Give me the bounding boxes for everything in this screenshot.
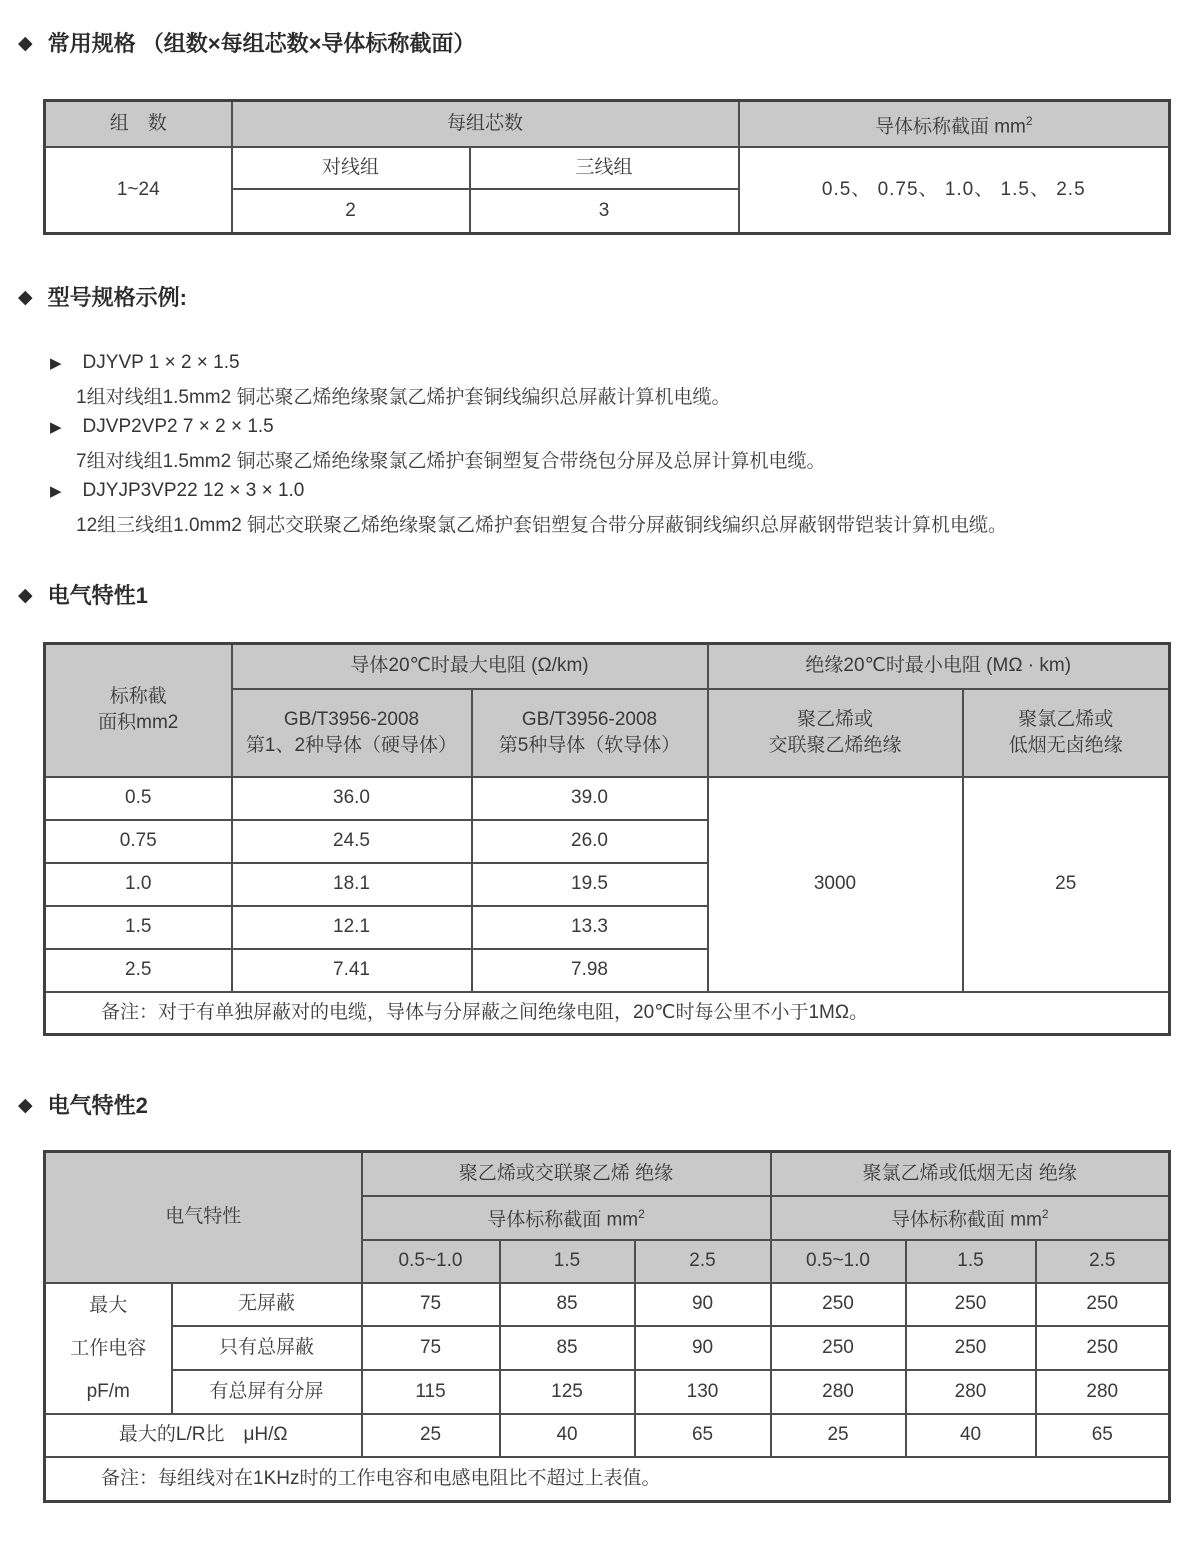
cell-soft-resistance: 13.3	[472, 906, 708, 949]
triangle-bullet-icon: ▶	[50, 483, 62, 500]
header-pvc-lszh-insulation: 聚氯乙烯或 低烟无卤绝缘	[963, 689, 1170, 777]
cell-value: 40	[906, 1414, 1036, 1457]
cell-value: 250	[906, 1326, 1036, 1370]
diamond-bullet-icon: ◆	[18, 33, 33, 54]
header-gb-hard-conductor: GB/T3956-2008 第1、2种导体（硬导体）	[232, 689, 472, 777]
header-size: 0.5~1.0	[362, 1240, 500, 1283]
table-note-electrical-1: 备注：对于有单独屏蔽对的电缆，导体与分屏蔽之间绝缘电阻，20℃时每公里不小于1MΩ。	[45, 992, 1170, 1035]
cell-group-count-value: 1~24	[45, 147, 232, 234]
datasheet-page	[0, 31, 1200, 1503]
cell-row-label: 有总屏有分屏	[172, 1370, 362, 1414]
header-size: 2.5	[635, 1240, 771, 1283]
cell-size: 2.5	[45, 949, 232, 992]
cell-soft-resistance: 7.98	[472, 949, 708, 992]
cell-value: 130	[635, 1370, 771, 1414]
cell-value: 250	[771, 1283, 906, 1327]
cell-size: 1.5	[45, 906, 232, 949]
cell-size: 0.5	[45, 777, 232, 820]
cell-value: 25	[362, 1414, 500, 1457]
cell-soft-resistance: 26.0	[472, 820, 708, 863]
section-heading-common-specs	[0, 31, 1200, 57]
cell-row-label: 只有总屏蔽	[172, 1326, 362, 1370]
example-model-1-description: 1组对线组1.5mm2 铜芯聚乙烯绝缘聚氯乙烯护套铜线编织总屏蔽计算机电缆。	[76, 386, 731, 408]
example-model-3-description: 12组三线组1.0mm2 铜芯交联聚乙烯绝缘聚氯乙烯护套铝塑复合带分屏蔽铜线编织总屏蔽钢带铠装计算机电缆。	[76, 514, 1008, 536]
table-note-electrical-2: 备注：每组线对在1KHz时的工作电容和电感电阻比不超过上表值。	[45, 1457, 1170, 1502]
diamond-bullet-icon: ◆	[18, 585, 33, 606]
example-model-1-code: DJYVP 1 × 2 × 1.5	[82, 352, 240, 373]
table-row	[45, 1414, 1170, 1457]
header-cores-per-group: 每组芯数	[232, 101, 739, 147]
cell-value: 115	[362, 1370, 500, 1414]
cell-soft-resistance: 19.5	[472, 863, 708, 906]
cell-hard-resistance: 7.41	[232, 949, 472, 992]
cell-value: 65	[635, 1414, 771, 1457]
section-title-electrical-1: 电气特性1	[47, 583, 148, 608]
cell-hard-resistance: 18.1	[232, 863, 472, 906]
header-pvc-lszh-insulation-group: 聚氯乙烯或低烟无卤 绝缘	[771, 1152, 1170, 1196]
table-row	[45, 1370, 1170, 1414]
cell-hard-resistance: 12.1	[232, 906, 472, 949]
cell-pair-core-count: 2	[232, 189, 470, 234]
cell-size: 1.0	[45, 863, 232, 906]
cell-size: 0.75	[45, 820, 232, 863]
header-electrical-characteristics: 电气特性	[45, 1152, 362, 1283]
example-model-3-code: DJYJP3VP22 12 × 3 × 1.0	[82, 480, 305, 501]
cell-value: 40	[500, 1414, 635, 1457]
cell-pe-min-resistance: 3000	[708, 777, 963, 992]
cell-value: 75	[362, 1283, 500, 1327]
diamond-bullet-icon: ◆	[18, 287, 33, 308]
cell-pvc-min-resistance: 25	[963, 777, 1170, 992]
header-size: 0.5~1.0	[771, 1240, 906, 1283]
cell-value: 250	[771, 1326, 906, 1370]
header-nominal-area: 标称截 面积mm2	[45, 644, 232, 777]
cell-value: 125	[500, 1370, 635, 1414]
common-specs-table	[43, 99, 1171, 235]
table-row	[45, 1326, 1170, 1370]
cell-value: 25	[771, 1414, 906, 1457]
example-model-1	[0, 347, 1200, 379]
cell-row-label: 无屏蔽	[172, 1283, 362, 1327]
electrical-1-table	[43, 642, 1171, 1036]
example-model-3	[0, 475, 1200, 507]
cell-value: 90	[635, 1326, 771, 1370]
diamond-bullet-icon: ◆	[18, 1095, 33, 1116]
cell-hard-resistance: 24.5	[232, 820, 472, 863]
header-conductor-section: 导体标称截面 $mm^2$	[739, 101, 1170, 147]
triangle-bullet-icon: ▶	[50, 419, 62, 436]
section-heading-electrical-1	[0, 583, 1200, 609]
header-size: 1.5	[500, 1240, 635, 1283]
cell-hard-resistance: 36.0	[232, 777, 472, 820]
header-size: 1.5	[906, 1240, 1036, 1283]
cell-value: 85	[500, 1326, 635, 1370]
cell-soft-resistance: 39.0	[472, 777, 708, 820]
header-group-count: 组 数	[45, 101, 232, 147]
triangle-bullet-icon: ▶	[50, 355, 62, 372]
example-model-2-code: DJVP2VP2 7 × 2 × 1.5	[82, 416, 274, 437]
header-conductor-section-right: 导体标称截面 $mm^2$	[771, 1196, 1170, 1240]
electrical-2-table	[43, 1150, 1171, 1503]
cell-value: 65	[1036, 1414, 1170, 1457]
cell-value: 90	[635, 1283, 771, 1327]
section-title-model-examples: 型号规格示例:	[47, 285, 187, 310]
header-pe-xlpe-insulation-group: 聚乙烯或交联聚乙烯 绝缘	[362, 1152, 771, 1196]
cell-value: 280	[906, 1370, 1036, 1414]
cell-value: 250	[1036, 1283, 1170, 1327]
section-heading-electrical-2	[0, 1093, 1200, 1119]
header-conductor-max-resistance: 导体20℃时最大电阻 (Ω/km)	[232, 644, 708, 689]
cell-max-working-capacitance-label: 最大 工作电容 pF/m	[45, 1283, 172, 1414]
header-insulation-min-resistance: 绝缘20℃时最小电阻 (MΩ · km)	[708, 644, 1170, 689]
header-conductor-section-left: 导体标称截面 $mm^2$	[362, 1196, 771, 1240]
header-size: 2.5	[1036, 1240, 1170, 1283]
section-heading-model-examples	[0, 285, 1200, 311]
table-row	[45, 777, 1170, 820]
cell-pair-group-label: 对线组	[232, 147, 470, 189]
header-pe-xlpe-insulation: 聚乙烯或 交联聚乙烯绝缘	[708, 689, 963, 777]
cell-triple-group-label: 三线组	[470, 147, 739, 189]
cell-value: 250	[1036, 1326, 1170, 1370]
cell-value: 250	[906, 1283, 1036, 1327]
cell-triple-core-count: 3	[470, 189, 739, 234]
cell-value: 280	[1036, 1370, 1170, 1414]
section-title-electrical-2: 电气特性2	[47, 1093, 148, 1118]
header-gb-soft-conductor: GB/T3956-2008 第5种导体（软导体）	[472, 689, 708, 777]
model-examples-list	[0, 347, 1200, 539]
cell-section-values: 0.5、 0.75、 1.0、 1.5、 2.5	[739, 147, 1170, 234]
cell-value: 75	[362, 1326, 500, 1370]
example-model-2-description: 7组对线组1.5mm2 铜芯聚乙烯绝缘聚氯乙烯护套铜塑复合带绕包分屏及总屏计算机电缆。	[76, 450, 826, 472]
table-row	[45, 1283, 1170, 1327]
cell-max-lr-ratio-label: 最大的L/R比 μH/Ω	[45, 1414, 362, 1457]
section-title-common-specs: 常用规格 （组数×每组芯数×导体标称截面）	[47, 31, 476, 56]
example-model-2	[0, 411, 1200, 443]
cell-value: 85	[500, 1283, 635, 1327]
cell-value: 280	[771, 1370, 906, 1414]
